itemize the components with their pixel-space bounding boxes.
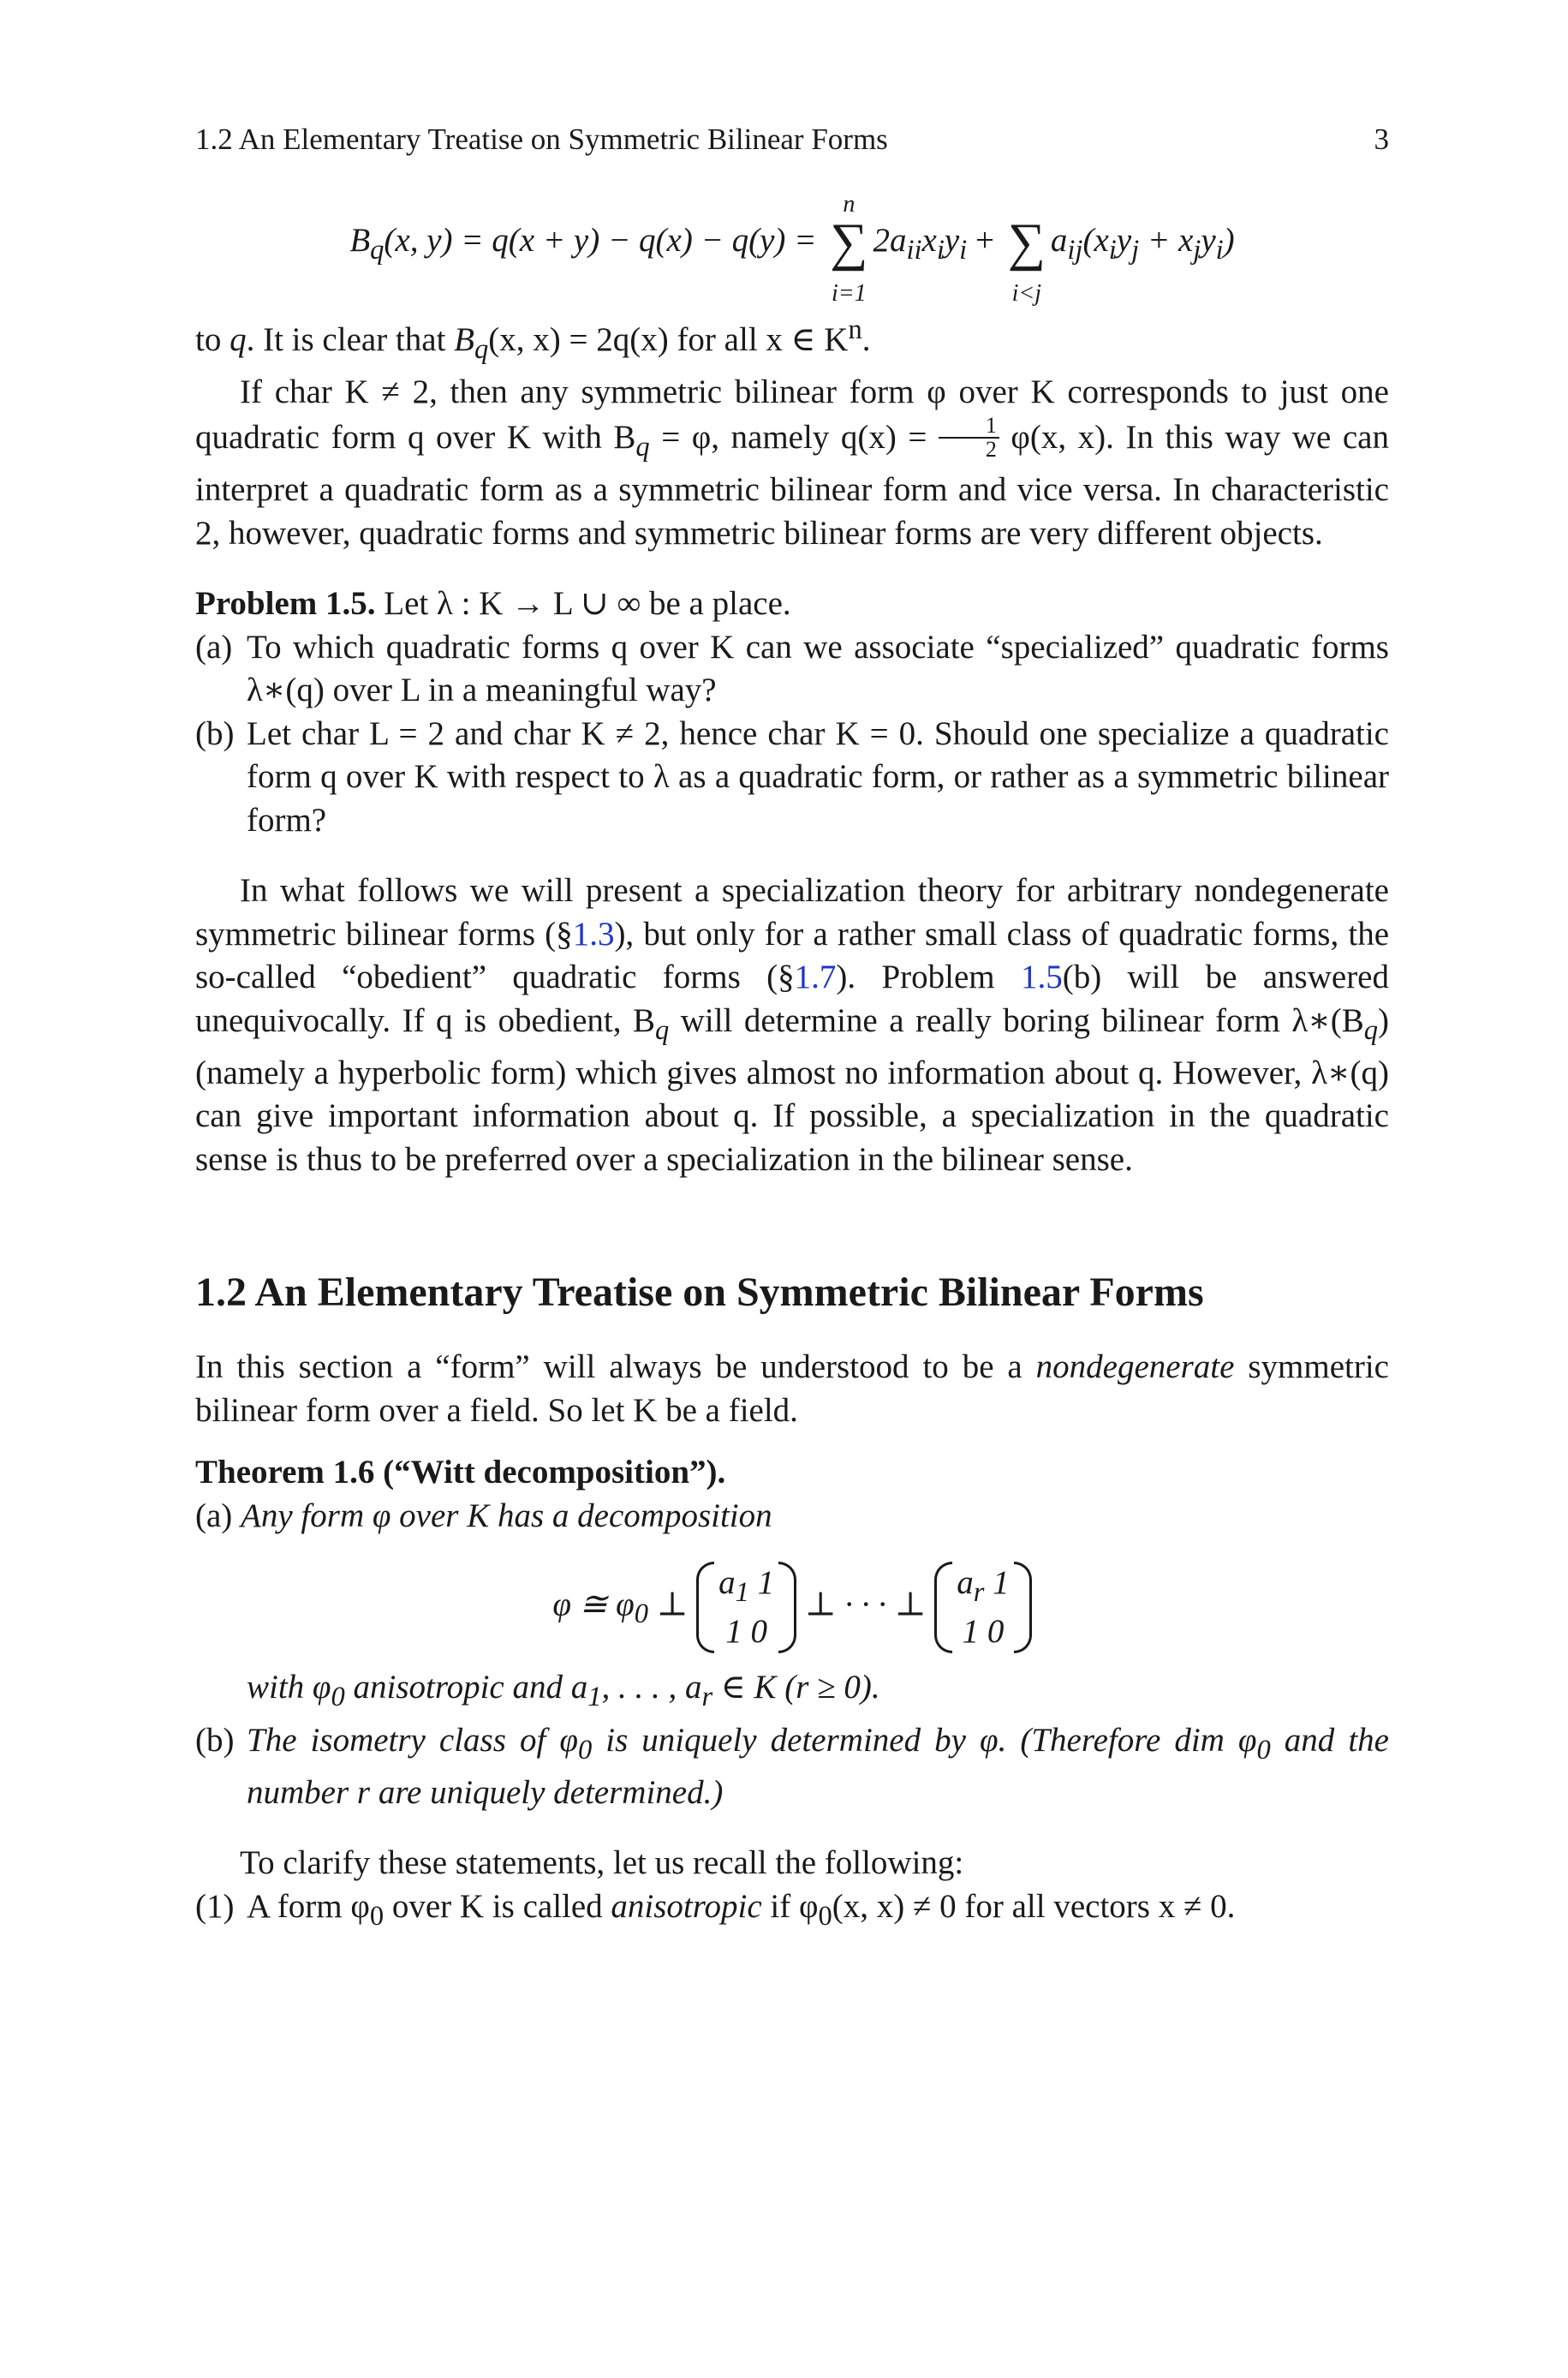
p1-a: to [195,321,230,358]
item-a-text: To which quadratic forms q over K can we associate “specialized” quadratic forms λ∗(q) over L in a meaningful way? [247,628,1389,709]
running-title: 1.2 An Elementary Treatise on Symmetric Bilinear Forms [195,122,888,156]
eq-term2-y2-sub: i [1215,234,1224,266]
eq-term2: a [1050,222,1068,259]
p3-a: In what follows we will present a specialization theory for arbitrary nondegenerate symmetric bilinear forms (§ [195,872,1389,953]
paragraph-2 [195,371,1389,555]
ref-section-1-7[interactable]: 1.7 [794,959,837,996]
sum1-lower: i=1 [832,280,867,307]
theorem-b-sub: 0 [577,1734,593,1766]
with-c: , . . . , a [601,1669,702,1706]
p2-sub-q: q [635,431,650,463]
eq-term2-sub: ij [1067,234,1083,266]
matrix-ar [934,1563,1031,1652]
matrix-ar-row1 [957,1563,1009,1612]
list1-sub2: 0 [818,1900,832,1932]
equation-bq-definition [195,163,1389,308]
theorem-b-c: and the number r are uniquely determined.) [247,1721,1389,1811]
eq-phi-lhs: φ ≅ φ [552,1586,635,1623]
p3-e: will determine a really boring bilinear form λ∗(B [669,1001,1364,1039]
theorem-item-a-intro [195,1495,1389,1539]
eq-term2-y-sub: j [1131,234,1140,266]
item-a-label: (a) [195,628,233,666]
p2-a: If char K ≠ 2, then any symmetric bilinear form φ over K corresponds to just one quadratic form q over K with B [195,373,1389,456]
eq-lhs-sub: q [370,234,385,266]
with-b: anisotropic and a [344,1669,588,1706]
theorem-label: Theorem 1.6 (“Witt decomposition”). [195,1454,726,1491]
list-item-1 [195,1885,1389,1938]
list1-label: (1) [195,1887,235,1925]
eq-term2-end: ) [1223,222,1235,259]
list1-b: over K is called [384,1887,611,1925]
p3-sub-q: q [654,1014,670,1046]
paragraph-1 [195,308,1389,371]
list1-emph: anisotropic [611,1887,762,1925]
list1-sub: 0 [369,1900,385,1932]
paragraph-4 [195,1346,1389,1432]
eq-term1-sub: ii [906,234,922,266]
p3-b: ), but only for a rather small class of quadratic forms, the so-called “obedient” quadratic forms (§ [195,915,1390,996]
p2-b: = φ, namely q(x) = [649,418,939,456]
list1-a: A form φ [247,1887,370,1925]
problem-text: Let λ : K → L ∪ ∞ be a place. [375,585,791,623]
paragraph-5: To clarify these statements, let us recall the following: [240,1844,964,1882]
eq-text: (x, y) = q(x + y) − q(x) − q(y) = [384,222,817,259]
matrix-equation-line [195,1563,1389,1652]
eq-term2-x: (x [1082,222,1109,259]
page-number: 3 [1374,122,1389,156]
theorem-item-b [195,1719,1389,1815]
equation-line [195,191,1389,307]
eq-dots: ⊥ · · · ⊥ [804,1586,935,1623]
with-a: with φ [247,1669,331,1706]
m2-r1-b: 1 [984,1564,1010,1602]
eq-term2-y2: y [1201,222,1216,259]
eq-term1-y: y [944,222,960,259]
eq-lhs: B [349,222,371,259]
theorem-a-label: (a) [195,1497,233,1534]
item-b-text: Let char L = 2 and char K ≠ 2, hence char K = 0. Should one specialize a quadratic form q over K with respect to λ as a quadratic form, or rather as a symmetric bilinear form? [247,714,1389,839]
with-sub0: 0 [331,1682,345,1713]
with-d: ∈ K (r ≥ 0). [712,1669,880,1706]
eq-term1-x-sub: i [936,234,945,266]
m1-a: a [718,1564,736,1602]
ref-section-1-3[interactable]: 1.3 [572,915,615,953]
p3-c: ). Problem [836,959,1021,996]
p4-emph: nondegenerate [1035,1348,1235,1386]
eq-phi-sub: 0 [634,1598,648,1630]
theorem-b-b: is uniquely determined by φ. (Therefore dim φ [592,1721,1257,1759]
eq-term2-x-sub: i [1108,234,1117,266]
eq-term1-y-sub: i [959,234,968,266]
problem-item-b [195,713,1389,843]
p1-q: q [230,321,247,358]
problem-label: Problem 1.5. [195,585,376,623]
list1-c: if φ [761,1887,819,1925]
m2-a: a [957,1564,974,1602]
eq-term2-y: y [1116,222,1132,259]
theorem-a-text: Any form φ over K has a decomposition [241,1497,772,1534]
paragraph-3 [195,869,1389,1181]
section-heading: 1.2 An Elementary Treatise on Symmetric Bilinear Forms [195,1270,1204,1316]
p4-b: symmetric bilinear form over a field. So let K be a field. [195,1348,1389,1429]
p3-d: (b) will be answered unequivocally. If q is obedient, B [195,959,1389,1039]
with-sub1: 1 [587,1682,602,1713]
with-subr: r [701,1682,713,1713]
eq-term2-mid-sub: j [1193,234,1201,266]
ref-problem-1-5[interactable]: 1.5 [1020,959,1063,996]
matrix-a1-row1 [718,1563,774,1612]
sum2-lower: i<j [1011,280,1042,307]
theorem-b-label: (b) [195,1721,235,1759]
m2-a-sub: r [973,1577,985,1609]
problem-item-a [195,626,1389,713]
sum1-upper: n [843,191,856,218]
eq-perp: ⊥ [647,1586,697,1623]
p4-a: In this section a “form” will always be understood to be a [195,1348,1036,1386]
m1-r1-b: 1 [748,1564,775,1602]
frac-den: 2 [985,436,997,462]
eq-plus: + [967,222,1003,259]
p1-c: (x, x) = 2q(x) for all x ∈ K [488,321,849,358]
m1-a-sub: 1 [735,1577,749,1609]
eq-term1-x: x [921,222,937,259]
sum-symbol-1: ∑ n i=1 [830,221,867,264]
eq-term2-mid: + x [1139,222,1194,259]
p2-c: φ(x, x). In this way we can interpret a quadratic form as a symmetric bilinear form and vice versa. In characteristic 2, however, quadratic forms and symmetric bilinear forms are very different objects. [195,418,1389,552]
theorem-b-sub2: 0 [1256,1734,1271,1766]
p1-bq: B [454,321,474,358]
matrix-a1-row2: 1 0 [725,1613,767,1651]
eq-term1: 2a [873,222,907,259]
problem-1-5 [195,583,1389,842]
theorem-with-clause [195,1666,1389,1718]
problem-statement [195,583,1389,626]
theorem-b-a: The isometry class of φ [247,1721,578,1759]
p1-b: . It is clear that [246,321,455,358]
witt-decomposition-equation [195,1538,1389,1666]
p1-d: . [862,321,871,358]
p1-sup: n [848,314,862,345]
p3-sub-q2: q [1363,1014,1378,1046]
theorem-1-6 [195,1451,1389,1814]
matrix-ar-row2: 1 0 [962,1613,1005,1651]
sum-symbol-2: ∑ i<j [1008,221,1046,264]
frac-num: 1 [939,415,999,439]
matrix-a1 [696,1563,796,1652]
p1-bq-sub: q [474,333,489,365]
page-content [195,163,1389,1938]
fraction-one-half [939,412,999,462]
item-b-label: (b) [195,714,235,752]
theorem-label-line [195,1451,1389,1495]
list1-d: (x, x) ≠ 0 for all vectors x ≠ 0. [832,1887,1236,1925]
p3-f: ) (namely a hyperbolic form) which gives almost no information about q. However, λ∗(q) can give important information about q. If possible, a specialization in the quadratic sense is thus to be preferred over a specialization in the bilinear sense. [195,1001,1389,1178]
